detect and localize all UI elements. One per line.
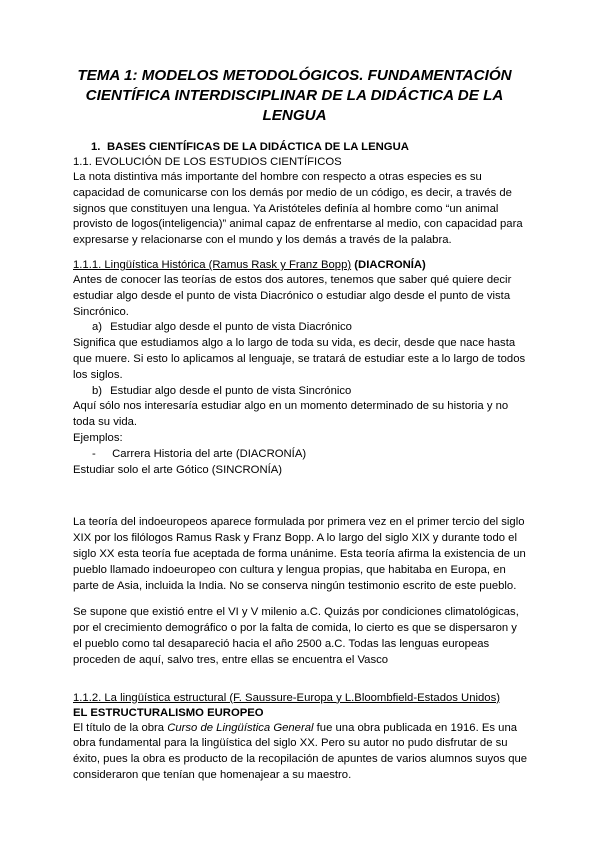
list-item-a-text: Estudiar algo desde el punto de vista Diacrónico [110, 321, 352, 334]
intro-paragraph: La nota distintiva más importante del hombre con respecto a otras especies es su capacidad de comunicarse con los demás por medio de un código, es decir, a través de signos que constituyen una lengua. Ya Aristóteles definía al hombre como “un animal provisto de logos(inteligencia)” animal capaz de enfrentarse al medio, con capacidad para expresarse y relacionarse con el mundo y los demás a través de la palabra. [73, 171, 523, 247]
curso-paragraph [73, 721, 528, 784]
section-1-1-2-title: 1.1.2. La lingüística estructural (F. Saussure-Europa y L.Bloombfield-Estados Unidos) [73, 691, 500, 704]
diacronico-paragraph: Significa que estudiamos algo a lo largo de toda su vida, es decir, desde que nace hasta que muere. Si esto lo aplicamos al lenguaje, se tratará de estudiar este a lo largo de todos los siglos. [73, 337, 526, 381]
list-item-b [73, 384, 528, 400]
curso-paragraph-post: fue una obra publicada en 1916. Es una obra fundamental para la lingüística del siglo XX. Pero su autor no pudo disfrutar de su éxito, pues la obra es producto de la recopilación de apuntes de varios alumnos suyos que consideraron que tenían que homenajear a su maestro. [73, 721, 528, 781]
example-dash: - [92, 447, 96, 460]
examples-label: Ejemplos: [73, 431, 123, 444]
list-item-a-label: a) [92, 321, 103, 334]
section-1-1-1-diacronia: (DIACRONÍA) [351, 258, 426, 271]
example-1-text: Carrera Historia del arte (DIACRONÍA) [112, 447, 307, 460]
estructuralismo-heading: EL ESTRUCTURALISMO EUROPEO [73, 706, 264, 719]
indoeuropeos-paragraph: La teoría del indoeuropeos aparece formulada por primera vez en el primer tercio del siglo XIX por los filólogos Ramus Rask y Franz Bopp. A lo largo del siglo XIX y durante todo el siglo XX esta teoría fue aceptada de forma unánime. Esta teoría afirma la existencia de un pueblo llamado indoeuropeo con cultura y lengua propias, que habitaba en Europa, en parte de Asia, incluida la India. No se conserva ningún testimonio escrito de este pueblo. [73, 516, 526, 592]
section-1-1-1-title: 1.1.1. Lingüística Histórica (Ramus Rask y Franz Bopp) [73, 258, 352, 271]
section-1-1-1-heading [73, 258, 528, 273]
section-1-heading [73, 140, 528, 155]
example-item-1 [73, 447, 528, 463]
example-2-text: Estudiar solo el arte Gótico (SINCRONÍA) [73, 463, 283, 476]
section-1-1-heading: 1.1. EVOLUCIÓN DE LOS ESTUDIOS CIENTÍFICOS [73, 156, 342, 168]
section-1-heading-text: BASES CIENTÍFICAS DE LA DIDÁCTICA DE LA LENGUA [107, 141, 409, 153]
milenio-paragraph: Se supone que existió entre el VI y V milenio a.C. Quizás por condiciones climatológicas, por el crecimiento demográfico o por la falta de comida, lo cierto es que se dispersaron y el pueblo como tal desapareció hacia el año 2500 a.C. Todas las lenguas europeas proceden de aquí, salvo tres, entre ellas se encuentra el Vasco [73, 606, 519, 666]
section-1-number: 1. [91, 141, 101, 153]
diacronia-intro-paragraph: Antes de conocer las teorías de estos dos autores, tenemos que saber qué quiere decir estudiar algo desde el punto de vista Diacrónico o estudiar algo desde el punto de vista Sincrónico. [73, 273, 512, 318]
sincronico-paragraph: Aquí sólo nos interesaría estudiar algo en un momento determinado de su historia y no toda su vida. [73, 400, 509, 429]
curso-paragraph-pre: El título de la obra [73, 721, 168, 734]
list-item-b-text: Estudiar algo desde el punto de vista Sincrónico [110, 384, 352, 397]
curso-book-title: Curso de Lingüística General [167, 721, 314, 734]
document-title: TEMA 1: MODELOS METODOLÓGICOS. FUNDAMENTACIÓN CIENTÍFICA INTERDISCIPLINAR DE LA DIDÁCTICA DE LA LENGUA [77, 67, 512, 124]
section-1-1-2-heading [73, 691, 528, 706]
list-item-b-label: b) [92, 384, 103, 397]
list-item-a [73, 320, 528, 336]
